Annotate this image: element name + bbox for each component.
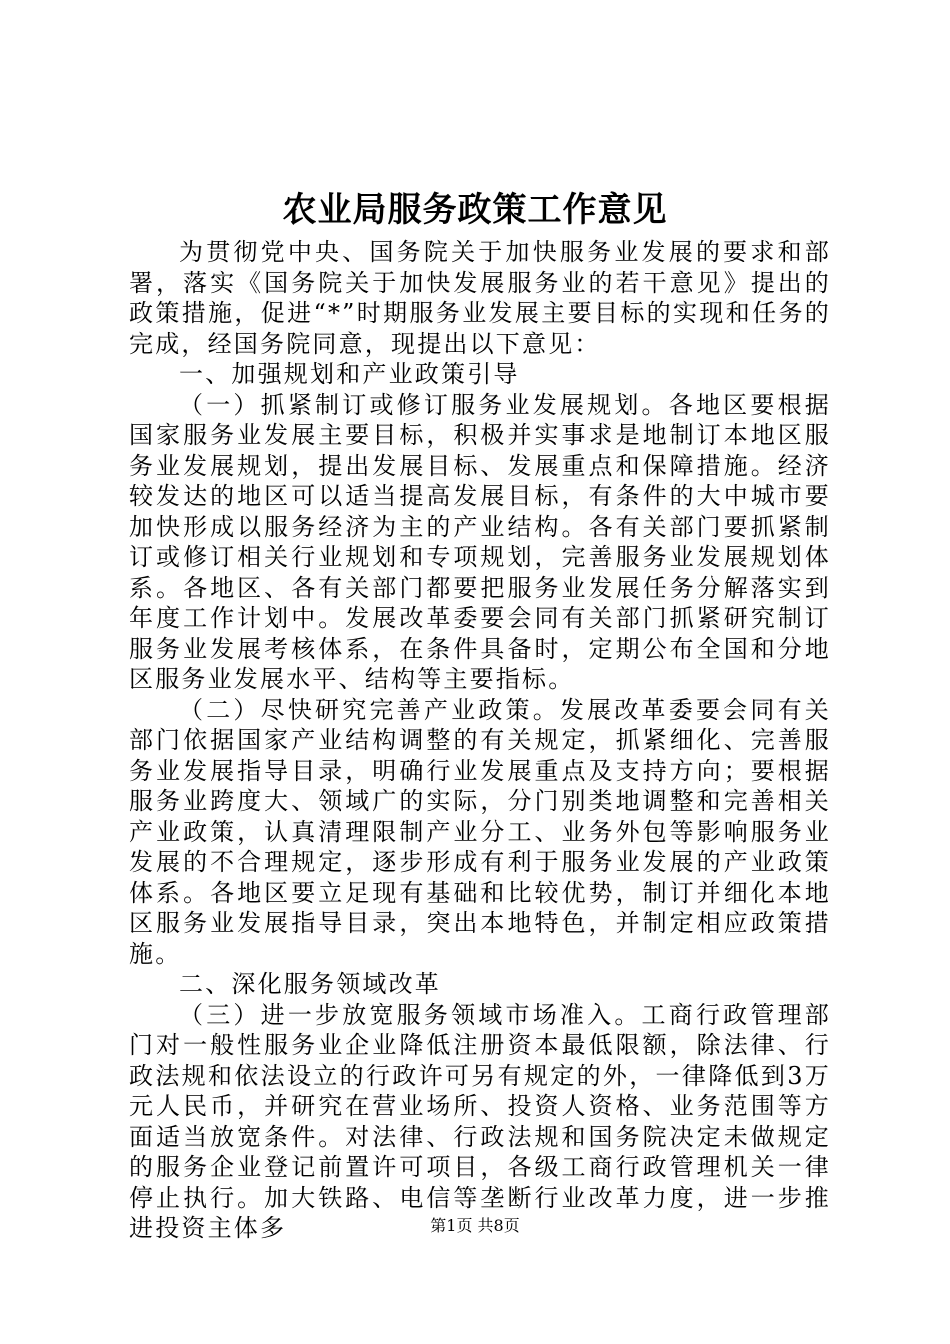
section-heading-2: 二、深化服务领域改革 (179, 970, 441, 998)
document-body (129, 237, 831, 1244)
paragraph-item-1: （一）抓紧制订或修订服务业发展规划。各地区要根据国家服务业发展主要目标，积极并实事求是地制订本地区服务业发展规划，提出发展目标、发展重点和保障措施。经济较发达的地区可以适当提高发展目标，有条件的大中城市要加快形成以服务经济为主的产业结构。各有关部门要抓紧制订或修订相关行业规划和专项规划，完善服务业发展规划体系。各地区、各有关部门都要把服务业发展任务分解落实到年度工作计划中。发展改革委要会同有关部门抓紧研究制订服务业发展考核体系，在条件具备时，定期公布全国和分地区服务业发展水平、结构等主要指标。 (129, 390, 831, 693)
paragraph-intro: 为贯彻党中央、国务院关于加快服务业发展的要求和部署，落实《国务院关于加快发展服务业的若干意见》提出的政策措施，促进“*”时期服务业发展主要目标的实现和任务的完成，经国务院同意，现提出以下意见： (129, 238, 831, 358)
paragraph-item-2: （二）尽快研究完善产业政策。发展改革委要会同有关部门依据国家产业结构调整的有关规定，抓紧细化、完善服务业发展指导目录，明确行业发展重点及支持方向；要根据服务业跨度大、领域广的实际，分门别类地调整和完善相关产业政策，认真清理限制产业分工、业务外包等影响服务业发展的不合理规定，逐步形成有利于服务业发展的产业政策体系。各地区要立足现有基础和比较优势，制订并细化本地区服务业发展指导目录，突出本地特色，并制定相应政策措施。 (129, 695, 831, 968)
paragraph-item-3: （三）进一步放宽服务领域市场准入。工商行政管理部门对一般性服务业企业降低注册资本最低限额，除法律、行政法规和依法设立的行政许可另有规定的外，一律降低到3万元人民币，并研究在营业场所、投资人资格、业务范围等方面适当放宽条件。对法律、行政法规和国务院决定未做规定的服务企业登记前置许可项目，各级工商行政管理机关一律停止执行。加大铁路、电信等垄断行业改革力度，进一步推进投资主体多 (129, 1000, 831, 1242)
document-title: 农业局服务政策工作意见 (282, 190, 668, 230)
page-number-footer: 第1页 共8页 (430, 1216, 520, 1235)
section-heading-1: 一、加强规划和产业政策引导 (179, 360, 520, 388)
